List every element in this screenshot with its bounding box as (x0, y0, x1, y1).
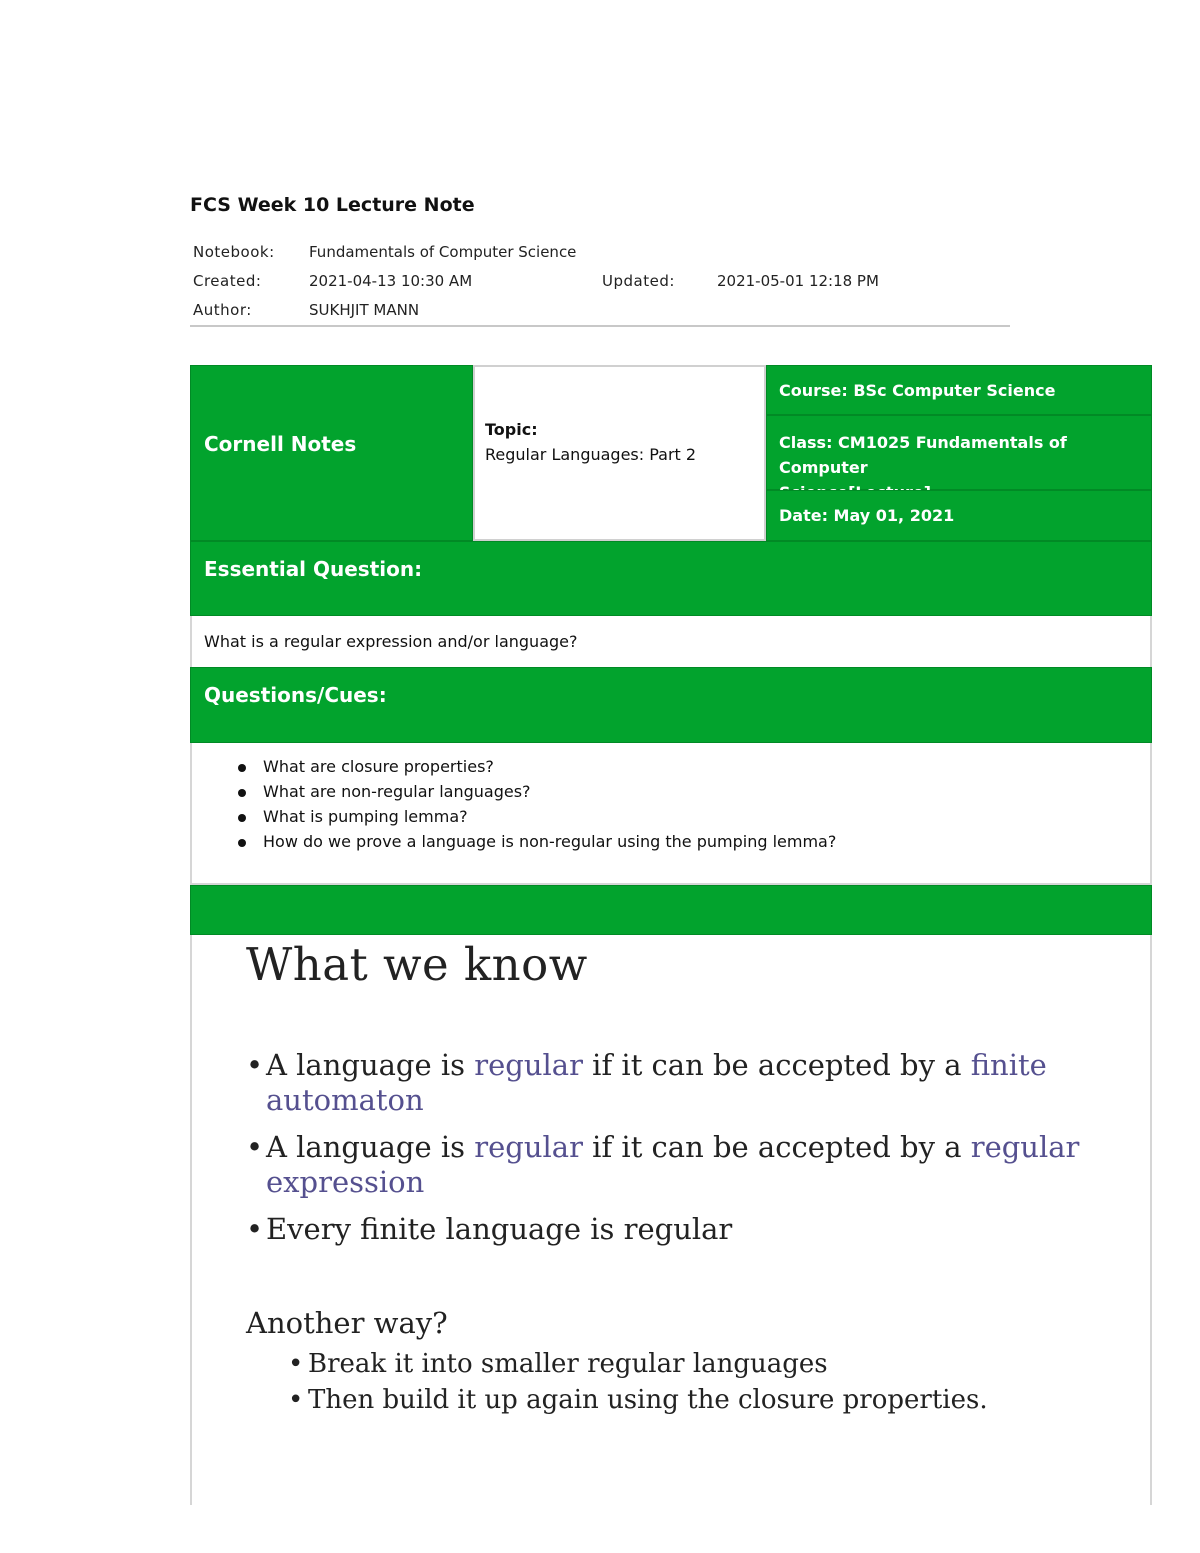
slide-sub-bullet: • Then build it up again using the closure properties. (288, 1382, 988, 1418)
questions-cues-heading: Questions/Cues: (204, 683, 387, 707)
meta-divider (190, 325, 1010, 327)
list-item: What are non-regular languages? (238, 782, 836, 807)
essential-question-bar (190, 541, 1152, 616)
slide-text: A language is (266, 1130, 475, 1164)
slide-bullet-list (246, 1048, 1126, 1259)
updated-label: Updated: (602, 272, 675, 290)
slide-highlight: finite automaton (266, 1048, 1047, 1117)
created-value: 2021-04-13 10:30 AM (309, 272, 473, 290)
course-cell (766, 365, 1152, 415)
slide-title: What we know (246, 938, 588, 991)
questions-cues-box (190, 743, 1152, 885)
slide-bullet: • Every finite language is regular (246, 1212, 1126, 1247)
note-title: FCS Week 10 Lecture Note (190, 194, 475, 216)
questions-cues-bar (190, 667, 1152, 743)
meta-row-notebook (193, 243, 1010, 272)
cornell-notes-cell (190, 365, 473, 541)
course-text: Course: BSc Computer Science (779, 381, 1056, 400)
author-label: Author: (193, 301, 252, 319)
list-item: What is pumping lemma? (238, 807, 836, 832)
notes-bar (190, 885, 1152, 935)
list-item: How do we prove a language is non-regular using the pumping lemma? (238, 832, 836, 857)
created-label: Created: (193, 272, 262, 290)
slide-highlight: regular expression (266, 1130, 1080, 1199)
date-cell (766, 490, 1152, 541)
topic-cell (473, 365, 766, 541)
cues-list (238, 757, 836, 857)
topic-label: Topic: (485, 420, 538, 439)
notebook-value: Fundamentals of Computer Science (309, 243, 577, 261)
topic-value: Regular Languages: Part 2 (485, 445, 697, 464)
slide-subheading: Another way? (246, 1306, 448, 1340)
cornell-header-table (190, 365, 1152, 541)
class-text-line1: Class: CM1025 Fundamentals of Computer (779, 433, 1067, 477)
slide-text: A language is (266, 1048, 475, 1082)
meta-row-dates (193, 272, 1010, 301)
updated-value: 2021-05-01 12:18 PM (717, 272, 879, 290)
note-metadata (193, 243, 1010, 330)
author-value: SUKHJIT MANN (309, 301, 420, 319)
list-item: What are closure properties? (238, 757, 836, 782)
slide-sub-bullet: • Break it into smaller regular languages (288, 1346, 988, 1382)
date-text: Date: May 01, 2021 (779, 506, 955, 525)
essential-question-heading: Essential Question: (204, 557, 423, 581)
class-cell (766, 415, 1152, 490)
slide-text: if it can be accepted by a (582, 1130, 971, 1164)
slide-bullet (246, 1130, 1126, 1200)
slide-highlight: regular (474, 1048, 583, 1082)
slide-sub-list (288, 1346, 988, 1418)
slide-bullet (246, 1048, 1126, 1118)
cornell-notes-heading: Cornell Notes (204, 432, 357, 456)
essential-question-box (190, 616, 1152, 667)
essential-question-text: What is a regular expression and/or language? (204, 632, 578, 651)
notebook-label: Notebook: (193, 243, 275, 261)
slide-highlight: regular (474, 1130, 583, 1164)
slide-text: if it can be accepted by a (582, 1048, 971, 1082)
